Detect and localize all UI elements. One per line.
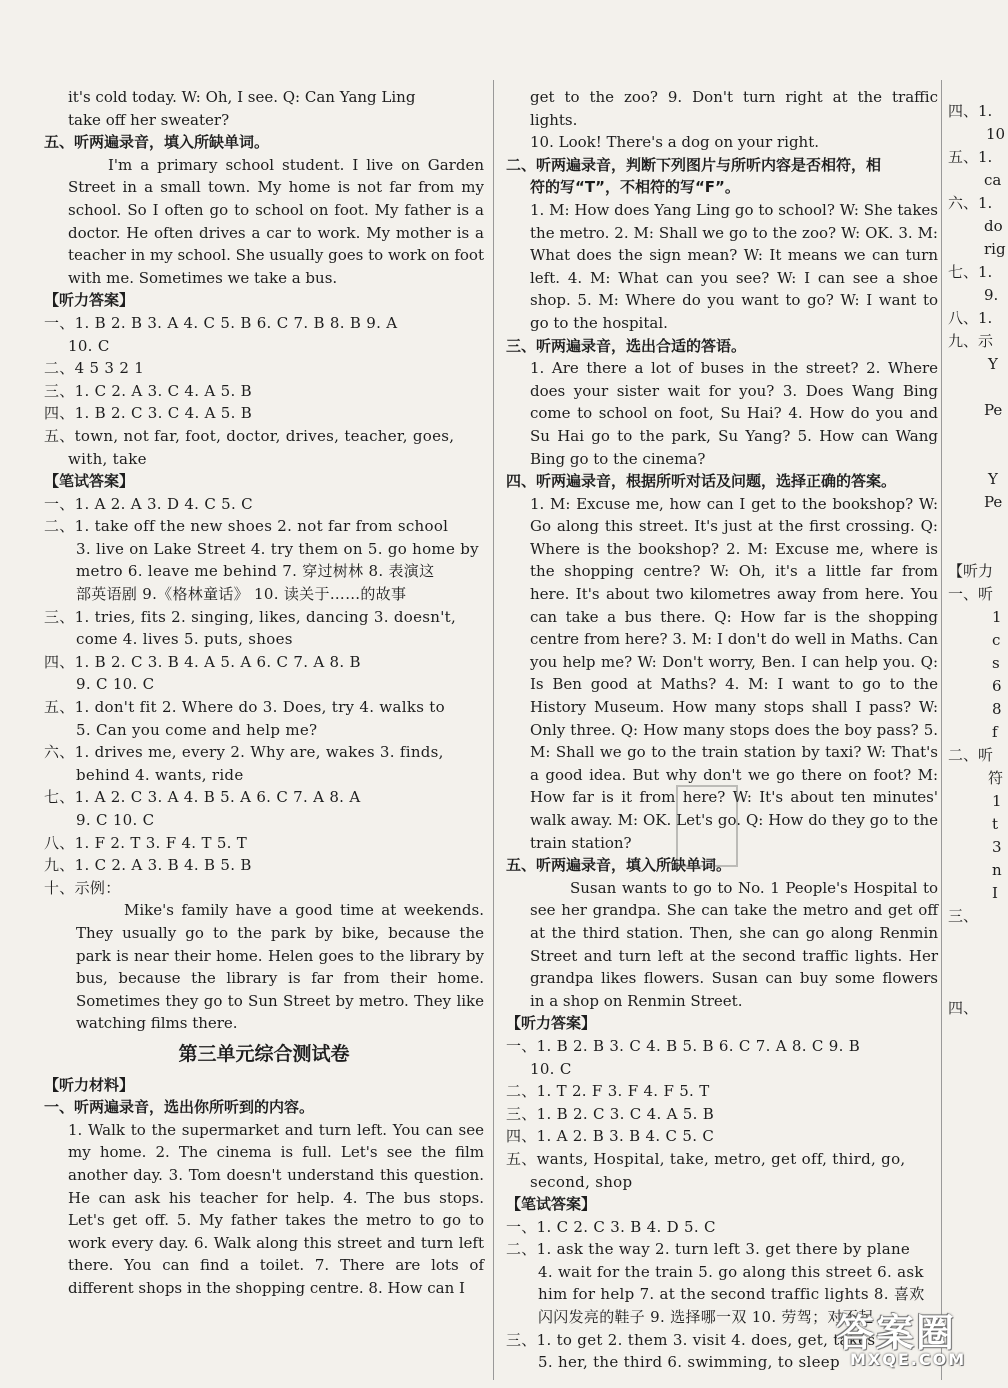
- listening-material-text: 1. M: How does Yang Ling go to school? W: She takes the metro. 2. M: Shall we go to the zoo? W: OK. 3. M: What does the sign mean? W: It means we can turn left. 4. M: What can you see? W: I can see a shoe shop. 5. M: Where do you want to go? W: I want to go to the hospital.: [530, 200, 938, 332]
- answer-line: 10. C: [530, 1059, 572, 1078]
- column-divider: [493, 80, 494, 1380]
- answer-line: 七、1. A 2. C 3. A 4. B 5. A 6. C 7. A 8. A: [44, 788, 361, 807]
- section-heading: 四、听两遍录音，根据所听对话及问题，选择正确的答案。: [506, 472, 897, 491]
- passage: Susan wants to go to No. 1 People's Hospital to see her grandpa. She can take the metro and get off at the third station. Then, she can go along Renmin Street and turn left at the second traffic lights. Her grandpa likes flowers. Susan can buy some flowers in a shop on Renmin Street.: [530, 878, 938, 1010]
- text-line: 9.: [984, 286, 999, 304]
- answer-line: 部英语剧 9.《格林童话》 10. 读关于……的故事: [76, 585, 407, 604]
- passage: I'm a primary school student. I live on Garden Street in a small town. My home is not far from my school. So I often go to school on foot. My father is a doctor. He often drives a car to work. My mother is a teacher in my school. She usually goes to work on foot with me. Sometimes we take a bus.: [68, 155, 484, 287]
- answer-line: 5. her, the third 6. swimming, to sleep: [538, 1353, 840, 1372]
- answer-line: 一、1. B 2. B 3. A 4. C 5. B 6. C 7. B 8. B 9. A: [44, 313, 398, 332]
- middle-column: [506, 86, 938, 1374]
- answer-line: him for help 7. at the second traffic lights 8. 喜欢: [538, 1285, 925, 1304]
- text-line: 3: [992, 838, 1002, 856]
- answer-line: come 4. lives 5. puts, shoes: [76, 630, 293, 649]
- text-line: 【听力: [948, 562, 994, 580]
- text-line: s: [992, 654, 1000, 672]
- text-line: 九、示: [948, 332, 994, 350]
- answer-line: 闪闪发亮的鞋子 9. 选择哪一双 10. 劳驾；对不起: [538, 1308, 874, 1327]
- text-line: 1: [992, 792, 1002, 810]
- left-column: [44, 86, 484, 1299]
- answer-line: 四、1. A 2. B 3. B 4. C 5. C: [506, 1127, 715, 1146]
- answer-line: 六、1. drives me, every 2. Why are, wakes 3. finds,: [44, 743, 444, 762]
- answer-line: 八、1. F 2. T 3. F 4. T 5. T: [44, 833, 248, 852]
- answer-line: 四、1. B 2. C 3. C 4. A 5. B: [44, 404, 253, 423]
- watermark-logo-text: 答案圈: [836, 1311, 957, 1355]
- text-line: I: [992, 884, 998, 902]
- text-line: n: [992, 861, 1002, 879]
- listening-material-text: 1. Are there a lot of buses in the street? 2. Where does your sister wait for you? 3. Does Wang Bing come to school on foot, Su Hai? 4. How do you and Su Hai go to the park, Su Yang? 5. How can Wang Bing go to the cinema?: [530, 359, 938, 468]
- text-line: take off her sweater?: [68, 110, 230, 129]
- listening-answers-heading: 【听力答案】: [506, 1014, 597, 1033]
- column-divider: [941, 80, 942, 1380]
- text-line: t: [992, 815, 999, 833]
- text-line: 10. Look! There's a dog on your right.: [530, 133, 820, 152]
- listening-material-text: 1. M: Excuse me, how can I get to the bookshop? W: Go along this street. It's just at the first crossing. Q: Where is the bookshop? 2. M: Excuse me, where is the shopping centre? W: Oh, it's a little far from here. It's about two kilometres away from here. You can take a bus there. Q: How far is the shopping centre from here? 3. M: I don't do well in Maths. Can you help me? W: Don't worry, Ben. I can help you. Q: Is Ben good at Maths? 4. M: I want to go to the History Museum. How many stops shall I pass? W: Only three. Q: How many stops does the boy pass? 5. M: Shall we go to the train station by taxi? W: That's a good idea. But why don't we go there on foot? M: How far is it from here? W: It's about ten minutes' walk away. M: OK. Let's go. Q: How do they go to the train station?: [530, 494, 938, 852]
- answer-line: 五、1. don't fit 2. Where do 3. Does, try 4. walks to: [44, 698, 445, 717]
- unit-title: 第三单元综合测试卷: [178, 1042, 350, 1065]
- answer-line: with, take: [68, 449, 147, 468]
- site-watermark: [830, 1300, 990, 1380]
- listening-material-heading: 【听力材料】: [44, 1075, 135, 1094]
- text-line: 五、1.: [948, 148, 993, 166]
- answer-line: 三、1. tries, fits 2. singing, likes, dancing 3. doesn't,: [44, 607, 457, 626]
- text-line: 七、1.: [948, 263, 993, 281]
- text-line: 符: [988, 769, 1004, 787]
- text-line: f: [992, 723, 998, 741]
- answer-line: 9. C 10. C: [76, 811, 155, 829]
- text-line: Pe: [984, 401, 1003, 419]
- answer-line: 4. wait for the train 5. go along this street 6. ask: [538, 1262, 924, 1281]
- text-line: 八、1.: [948, 309, 993, 327]
- written-answers-heading: 【笔试答案】: [44, 472, 135, 491]
- section-heading: 符的写“T”，不相符的写“F”。: [530, 178, 740, 197]
- answer-line: 3. live on Lake Street 4. try them on 5. go home by: [76, 539, 479, 558]
- section-heading: 五、听两遍录音，填入所缺单词。: [506, 856, 732, 875]
- answer-line: 五、wants, Hospital, take, metro, get off, third, go,: [506, 1149, 906, 1168]
- answer-line: 四、1. B 2. C 3. B 4. A 5. A 6. C 7. A 8. B: [44, 652, 361, 671]
- section-heading: 二、听两遍录音，判断下列图片与所听内容是否相符，相: [506, 155, 882, 174]
- answer-line: 二、1. ask the way 2. turn left 3. get there by plane: [506, 1240, 911, 1259]
- text-line: 四、: [948, 999, 979, 1017]
- written-answers-heading: 【笔试答案】: [506, 1195, 597, 1214]
- answer-line: 五、town, not far, foot, doctor, drives, teacher, goes,: [44, 426, 455, 445]
- listening-material-text: 1. Walk to the supermarket and turn left. You can see my home. 2. The cinema is full. Let's see the film another day. 3. Tom doesn't understand this question. He can ask his teacher for help. 4. The bus stops. Let's get off. 5. My father takes the metro to go to work every day. 6. Walk along this street and turn left there. You can find a toilet. 7. There are lots of different shops in the shopping centre. 8. How can I: [68, 1120, 484, 1297]
- text-line: Y: [988, 355, 998, 373]
- answer-line: 一、1. C 2. C 3. B 4. D 5. C: [506, 1217, 716, 1236]
- answer-line: 9. C 10. C: [76, 675, 155, 694]
- text-line: 8: [992, 700, 1002, 718]
- answer-line: 三、1. B 2. C 3. C 4. A 5. B: [506, 1104, 715, 1123]
- text-line: c: [992, 631, 1001, 649]
- text-line: it's cold today. W: Oh, I see. Q: Can Yang Ling: [68, 88, 416, 106]
- answer-line: 二、1. T 2. F 3. F 4. F 5. T: [506, 1082, 710, 1101]
- answer-line: second, shop: [530, 1172, 633, 1191]
- sample-essay: Mike's family have a good time at weekends. They usually go to the park by bike, because the park is near their home. Helen goes to the library by bus, because the library is far from their home. Sometimes they go to Sun Street by metro. They like watching films there.: [76, 901, 484, 1033]
- answer-line: 三、1. to get 2. them 3. visit 4. does, get, takes: [506, 1330, 876, 1349]
- answer-line: 二、4 5 3 2 1: [44, 359, 145, 378]
- text-line: 10: [986, 125, 1006, 143]
- text-line: 6: [992, 677, 1002, 695]
- text-line: 1: [992, 608, 1002, 626]
- text-line: rig: [984, 240, 1006, 258]
- section-heading: 五、听两遍录音，填入所缺单词。: [44, 133, 270, 152]
- text-line: 六、1.: [948, 194, 993, 212]
- answer-line: 5. Can you come and help me?: [76, 720, 318, 739]
- answer-line: 10. C: [68, 336, 110, 355]
- text-line: Pe: [984, 493, 1003, 511]
- listening-answers-heading: 【听力答案】: [44, 291, 135, 310]
- watermark-url: MXQE.COM: [850, 1350, 967, 1369]
- text-line: 一、听: [948, 585, 994, 603]
- answer-line: 三、1. C 2. A 3. C 4. A 5. B: [44, 381, 252, 400]
- answer-line: 一、1. B 2. B 3. C 4. B 5. B 6. C 7. A 8. C 9. B: [506, 1036, 861, 1055]
- section-heading: 三、听两遍录音，选出合适的答语。: [506, 336, 747, 355]
- stamp-mark: [676, 785, 738, 867]
- answer-line: 九、1. C 2. A 3. B 4. B 5. B: [44, 856, 252, 875]
- right-column-cropped: [948, 100, 1008, 1020]
- text-line: Y: [988, 470, 998, 488]
- answer-line: 十、示例：: [44, 878, 121, 897]
- answer-line: behind 4. wants, ride: [76, 765, 244, 784]
- answer-line: 二、1. take off the new shoes 2. not far from school: [44, 517, 449, 536]
- section-heading: 一、听两遍录音，选出你所听到的内容。: [44, 1098, 315, 1117]
- text-line: ca: [984, 171, 1002, 189]
- answer-line: metro 6. leave me behind 7. 穿过树林 8. 表演这: [76, 562, 435, 581]
- text-line: 二、听: [948, 746, 994, 764]
- answer-line: 一、1. A 2. A 3. D 4. C 5. C: [44, 494, 253, 513]
- text-line: get to the zoo? 9. Don't turn right at the traffic lights.: [530, 88, 938, 129]
- text-line: do: [984, 217, 1003, 235]
- text-line: 三、: [948, 907, 979, 925]
- text-line: 四、1.: [948, 102, 993, 120]
